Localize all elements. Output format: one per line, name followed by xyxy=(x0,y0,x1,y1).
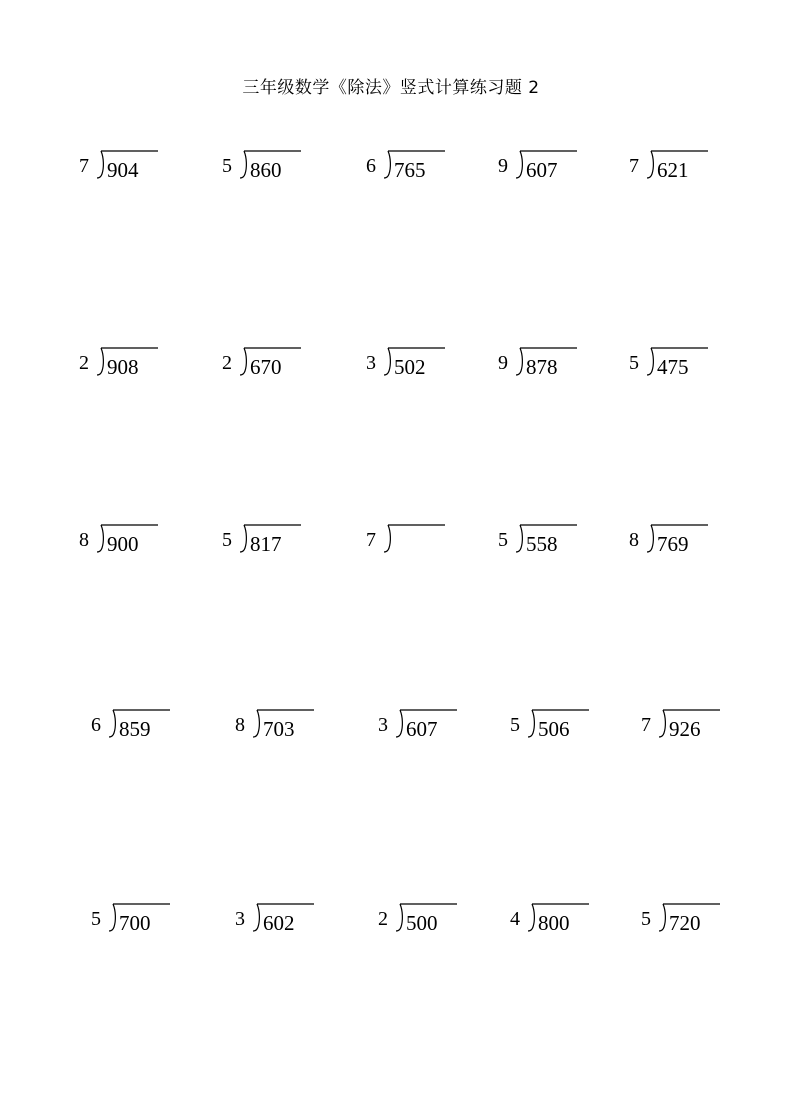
division-problem xyxy=(235,903,345,953)
divisor: 8 xyxy=(235,714,245,736)
dividend: 621 xyxy=(657,158,689,182)
division-problem xyxy=(510,903,620,953)
page-title: 三年级数学《除法》竖式计算练习题 2 xyxy=(242,78,540,98)
divisor: 7 xyxy=(366,529,376,551)
division-problem xyxy=(498,347,608,397)
dividend: 475 xyxy=(657,355,689,379)
dividend: 720 xyxy=(669,911,701,935)
division-problem xyxy=(498,150,608,200)
division-problem xyxy=(498,524,608,574)
dividend: 859 xyxy=(119,717,151,741)
division-problem xyxy=(91,903,201,953)
division-problem xyxy=(641,903,751,953)
dividend: 558 xyxy=(526,532,558,556)
division-problem xyxy=(235,709,345,759)
divisor: 5 xyxy=(222,529,232,551)
divisor: 2 xyxy=(79,352,89,374)
dividend: 817 xyxy=(250,532,282,556)
dividend: 800 xyxy=(538,911,570,935)
dividend: 860 xyxy=(250,158,282,182)
dividend: 703 xyxy=(263,717,295,741)
divisor: 2 xyxy=(378,908,388,930)
division-problem xyxy=(641,709,751,759)
divisor: 9 xyxy=(498,352,508,374)
dividend: 500 xyxy=(406,911,438,935)
divisor: 5 xyxy=(222,155,232,177)
division-problem xyxy=(79,524,189,574)
division-problem xyxy=(629,347,739,397)
division-problem xyxy=(222,524,332,574)
divisor: 5 xyxy=(510,714,520,736)
division-problem xyxy=(79,347,189,397)
divisor: 8 xyxy=(629,529,639,551)
divisor: 3 xyxy=(366,352,376,374)
divisor: 6 xyxy=(91,714,101,736)
division-problem xyxy=(222,150,332,200)
dividend: 700 xyxy=(119,911,151,935)
division-problem xyxy=(510,709,620,759)
divisor: 7 xyxy=(641,714,651,736)
division-problem xyxy=(366,347,476,397)
divisor: 5 xyxy=(629,352,639,374)
dividend: 670 xyxy=(250,355,282,379)
dividend: 878 xyxy=(526,355,558,379)
divisor: 4 xyxy=(510,908,520,930)
division-problem xyxy=(222,347,332,397)
division-problem xyxy=(378,903,488,953)
divisor: 9 xyxy=(498,155,508,177)
dividend: 607 xyxy=(526,158,558,182)
divisor: 7 xyxy=(79,155,89,177)
divisor: 3 xyxy=(235,908,245,930)
divisor: 3 xyxy=(378,714,388,736)
long-division-bracket xyxy=(383,524,443,554)
dividend: 900 xyxy=(107,532,139,556)
dividend: 904 xyxy=(107,158,139,182)
divisor: 5 xyxy=(91,908,101,930)
dividend: 502 xyxy=(394,355,426,379)
divisor: 2 xyxy=(222,352,232,374)
dividend: 908 xyxy=(107,355,139,379)
dividend: 602 xyxy=(263,911,295,935)
division-problem xyxy=(629,524,739,574)
dividend: 769 xyxy=(657,532,689,556)
division-problem xyxy=(79,150,189,200)
divisor: 5 xyxy=(498,529,508,551)
division-problem xyxy=(366,150,476,200)
dividend: 926 xyxy=(669,717,701,741)
division-problem xyxy=(629,150,739,200)
divisor: 8 xyxy=(79,529,89,551)
dividend: 506 xyxy=(538,717,570,741)
divisor: 5 xyxy=(641,908,651,930)
dividend: 765 xyxy=(394,158,426,182)
divisor: 7 xyxy=(629,155,639,177)
divisor: 6 xyxy=(366,155,376,177)
division-problem xyxy=(378,709,488,759)
dividend: 607 xyxy=(406,717,438,741)
division-problem xyxy=(91,709,201,759)
division-problem xyxy=(366,524,476,574)
